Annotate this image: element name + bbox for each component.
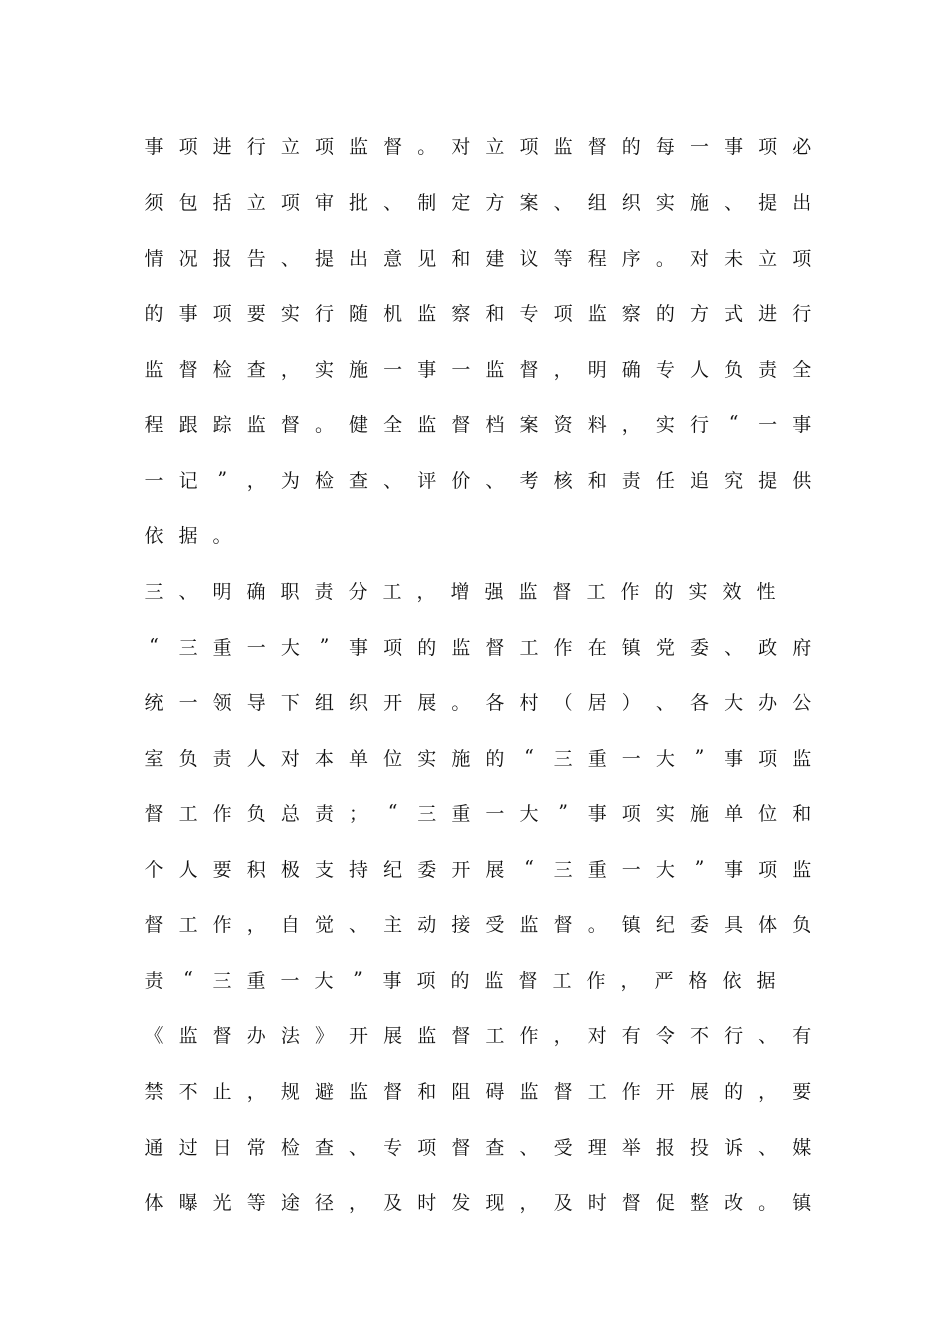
text-line: 个 人 要 积 极 支 持 纪 委 开 展 “ 三 重 一 大 ” 事 项 监 xyxy=(144,857,812,881)
text-line: 禁 不 止 ， 规 避 监 督 和 阻 碍 监 督 工 作 开 展 的 ， 要 xyxy=(144,1080,812,1103)
text-line: 监 督 检 查 ， 实 施 一 事 一 监 督 ， 明 确 专 人 负 责 全 xyxy=(144,358,812,381)
text-line: 统 一 领 导 下 组 织 开 展 。 各 村 （ 居 ） 、 各 大 办 公 xyxy=(144,691,812,714)
section-heading: 三 、 明 确 职 责 分 工 ， 增 强 监 督 工 作 的 实 效 性 xyxy=(144,580,776,603)
text-line: 依 据 。 xyxy=(144,524,232,547)
text-line: 情 况 报 告 、 提 出 意 见 和 建 议 等 程 序 。 对 未 立 项 xyxy=(144,247,812,270)
text-line: 须 包 括 立 项 审 批 、 制 定 方 案 、 组 织 实 施 、 提 出 xyxy=(144,191,812,214)
text-line: 《 监 督 办 法 》 开 展 监 督 工 作 ， 对 有 令 不 行 、 有 xyxy=(144,1024,812,1047)
text-line: 的 事 项 要 实 行 随 机 监 察 和 专 项 监 察 的 方 式 进 行 xyxy=(144,302,812,325)
text-line: 程 跟 踪 监 督 。 健 全 监 督 档 案 资 料 ， 实 行 “ 一 事 xyxy=(144,412,812,436)
text-line: 体 曝 光 等 途 径 ， 及 时 发 现 ， 及 时 督 促 整 改 。 镇 xyxy=(144,1191,812,1214)
text-line: 督 工 作 负 总 责 ； “ 三 重 一 大 ” 事 项 实 施 单 位 和 xyxy=(144,801,812,825)
text-line: 事 项 进 行 立 项 监 督 。 对 立 项 监 督 的 每 一 事 项 必 xyxy=(144,135,812,158)
text-line: 督 工 作 ， 自 觉 、 主 动 接 受 监 督 。 镇 纪 委 具 体 负 xyxy=(144,913,812,936)
text-line: “ 三 重 一 大 ” 事 项 的 监 督 工 作 在 镇 党 委 、 政 府 xyxy=(149,635,812,659)
text-line: 通 过 日 常 检 查 、 专 项 督 查 、 受 理 举 报 投 诉 、 媒 xyxy=(144,1136,812,1159)
text-line: 一 记 ” ， 为 检 查 、 评 价 、 考 核 和 责 任 追 究 提 供 xyxy=(144,468,812,492)
text-line: 室 负 责 人 对 本 单 位 实 施 的 “ 三 重 一 大 ” 事 项 监 xyxy=(144,746,812,770)
text-line: 责 “ 三 重 一 大 ” 事 项 的 监 督 工 作 ， 严 格 依 据 xyxy=(144,968,776,992)
